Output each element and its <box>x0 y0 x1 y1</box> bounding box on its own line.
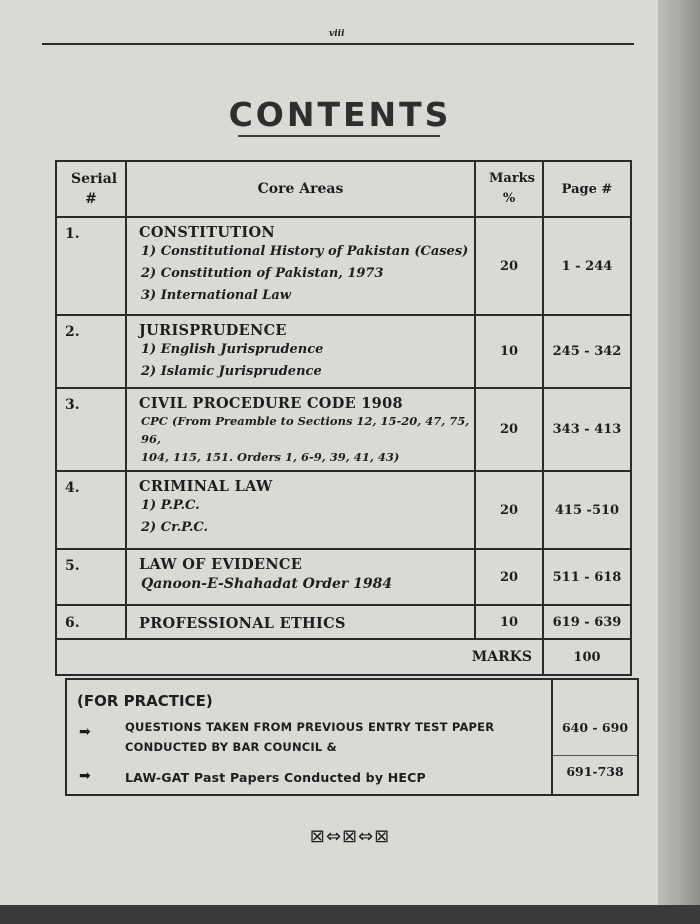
row-item: 1) Constitutional History of Pakistan (Cases) <box>141 244 469 259</box>
row-item: 3) International Law <box>141 288 291 303</box>
row-core-area <box>126 471 475 549</box>
table-header-row <box>56 161 631 217</box>
row-item: 2) Islamic Jurisprudence <box>141 364 322 379</box>
table-row <box>56 549 631 605</box>
table-row <box>56 471 631 549</box>
row-serial: 3. <box>56 388 126 471</box>
practice-line: QUESTIONS TAKEN FROM PREVIOUS ENTRY TEST PAPER <box>125 720 495 734</box>
total-label: MARKS <box>56 639 543 675</box>
row-heading: CONSTITUTION <box>139 224 275 241</box>
row-marks: 20 <box>475 549 543 605</box>
header-rule <box>42 43 634 45</box>
row-item: 2) Constitution of Pakistan, 1973 <box>141 266 384 281</box>
practice-line: CONDUCTED BY BAR COUNCIL & <box>125 740 337 754</box>
row-serial: 2. <box>56 315 126 388</box>
row-serial: 1. <box>56 217 126 315</box>
header-core-areas: Core Areas <box>126 161 475 217</box>
row-marks: 20 <box>475 388 543 471</box>
row-serial: 6. <box>56 605 126 639</box>
total-value: 100 <box>543 639 631 675</box>
contents-table <box>55 160 632 676</box>
page-number: viii <box>329 29 345 39</box>
row-item: 1) P.P.C. <box>141 498 200 513</box>
ornament-divider: ⊠⇔⊠⇔⊠ <box>309 826 391 847</box>
row-heading: CIVIL PROCEDURE CODE 1908 <box>139 395 403 412</box>
row-marks: 10 <box>475 315 543 388</box>
row-pages: 511 - 618 <box>543 549 631 605</box>
row-pages: 415 -510 <box>543 471 631 549</box>
row-heading: CRIMINAL LAW <box>139 478 273 495</box>
practice-divider-horizontal <box>553 755 637 756</box>
row-note: 104, 115, 151. Orders 1, 6-9, 39, 41, 43) <box>141 450 400 464</box>
row-item: 1) English Jurisprudence <box>141 342 324 357</box>
header-serial: Serial # <box>56 161 126 217</box>
table-row <box>56 217 631 315</box>
title-underline <box>238 135 440 137</box>
scan-shadow <box>0 905 700 924</box>
row-core-area <box>126 315 475 388</box>
row-pages: 619 - 639 <box>543 605 631 639</box>
row-marks: 20 <box>475 217 543 315</box>
row-marks: 10 <box>475 605 543 639</box>
practice-pages: 691-738 <box>566 764 624 779</box>
table-row <box>56 388 631 471</box>
practice-line: LAW-GAT Past Papers Conducted by HECP <box>125 770 426 785</box>
row-core-area <box>126 388 475 471</box>
right-arrow-icon: ➡ <box>79 768 91 784</box>
row-core-area <box>126 217 475 315</box>
row-heading: JURISPRUDENCE <box>139 322 287 339</box>
row-serial: 5. <box>56 549 126 605</box>
page-title: CONTENTS <box>228 95 452 134</box>
practice-title: (FOR PRACTICE) <box>77 692 213 710</box>
row-heading: PROFESSIONAL ETHICS <box>139 614 346 632</box>
row-pages: 245 - 342 <box>543 315 631 388</box>
row-pages: 1 - 244 <box>543 217 631 315</box>
header-page: Page # <box>543 161 631 217</box>
row-heading: LAW OF EVIDENCE <box>139 556 303 573</box>
row-core-area <box>126 605 475 639</box>
row-serial: 4. <box>56 471 126 549</box>
row-marks: 20 <box>475 471 543 549</box>
row-core-area <box>126 549 475 605</box>
practice-box <box>65 678 639 796</box>
page-edge <box>658 0 700 924</box>
row-note: CPC (From Preamble to Sections 12, 15-20, 47, 75, 96, <box>141 414 470 446</box>
row-pages: 343 - 413 <box>543 388 631 471</box>
practice-pages: 640 - 690 <box>561 720 629 735</box>
row-item: Qanoon-E-Shahadat Order 1984 <box>141 576 393 592</box>
right-arrow-icon: ➡ <box>79 724 91 740</box>
row-item: 2) Cr.P.C. <box>141 520 209 535</box>
header-marks: Marks % <box>475 161 543 217</box>
table-row <box>56 315 631 388</box>
total-row <box>56 639 631 675</box>
table-row <box>56 605 631 639</box>
